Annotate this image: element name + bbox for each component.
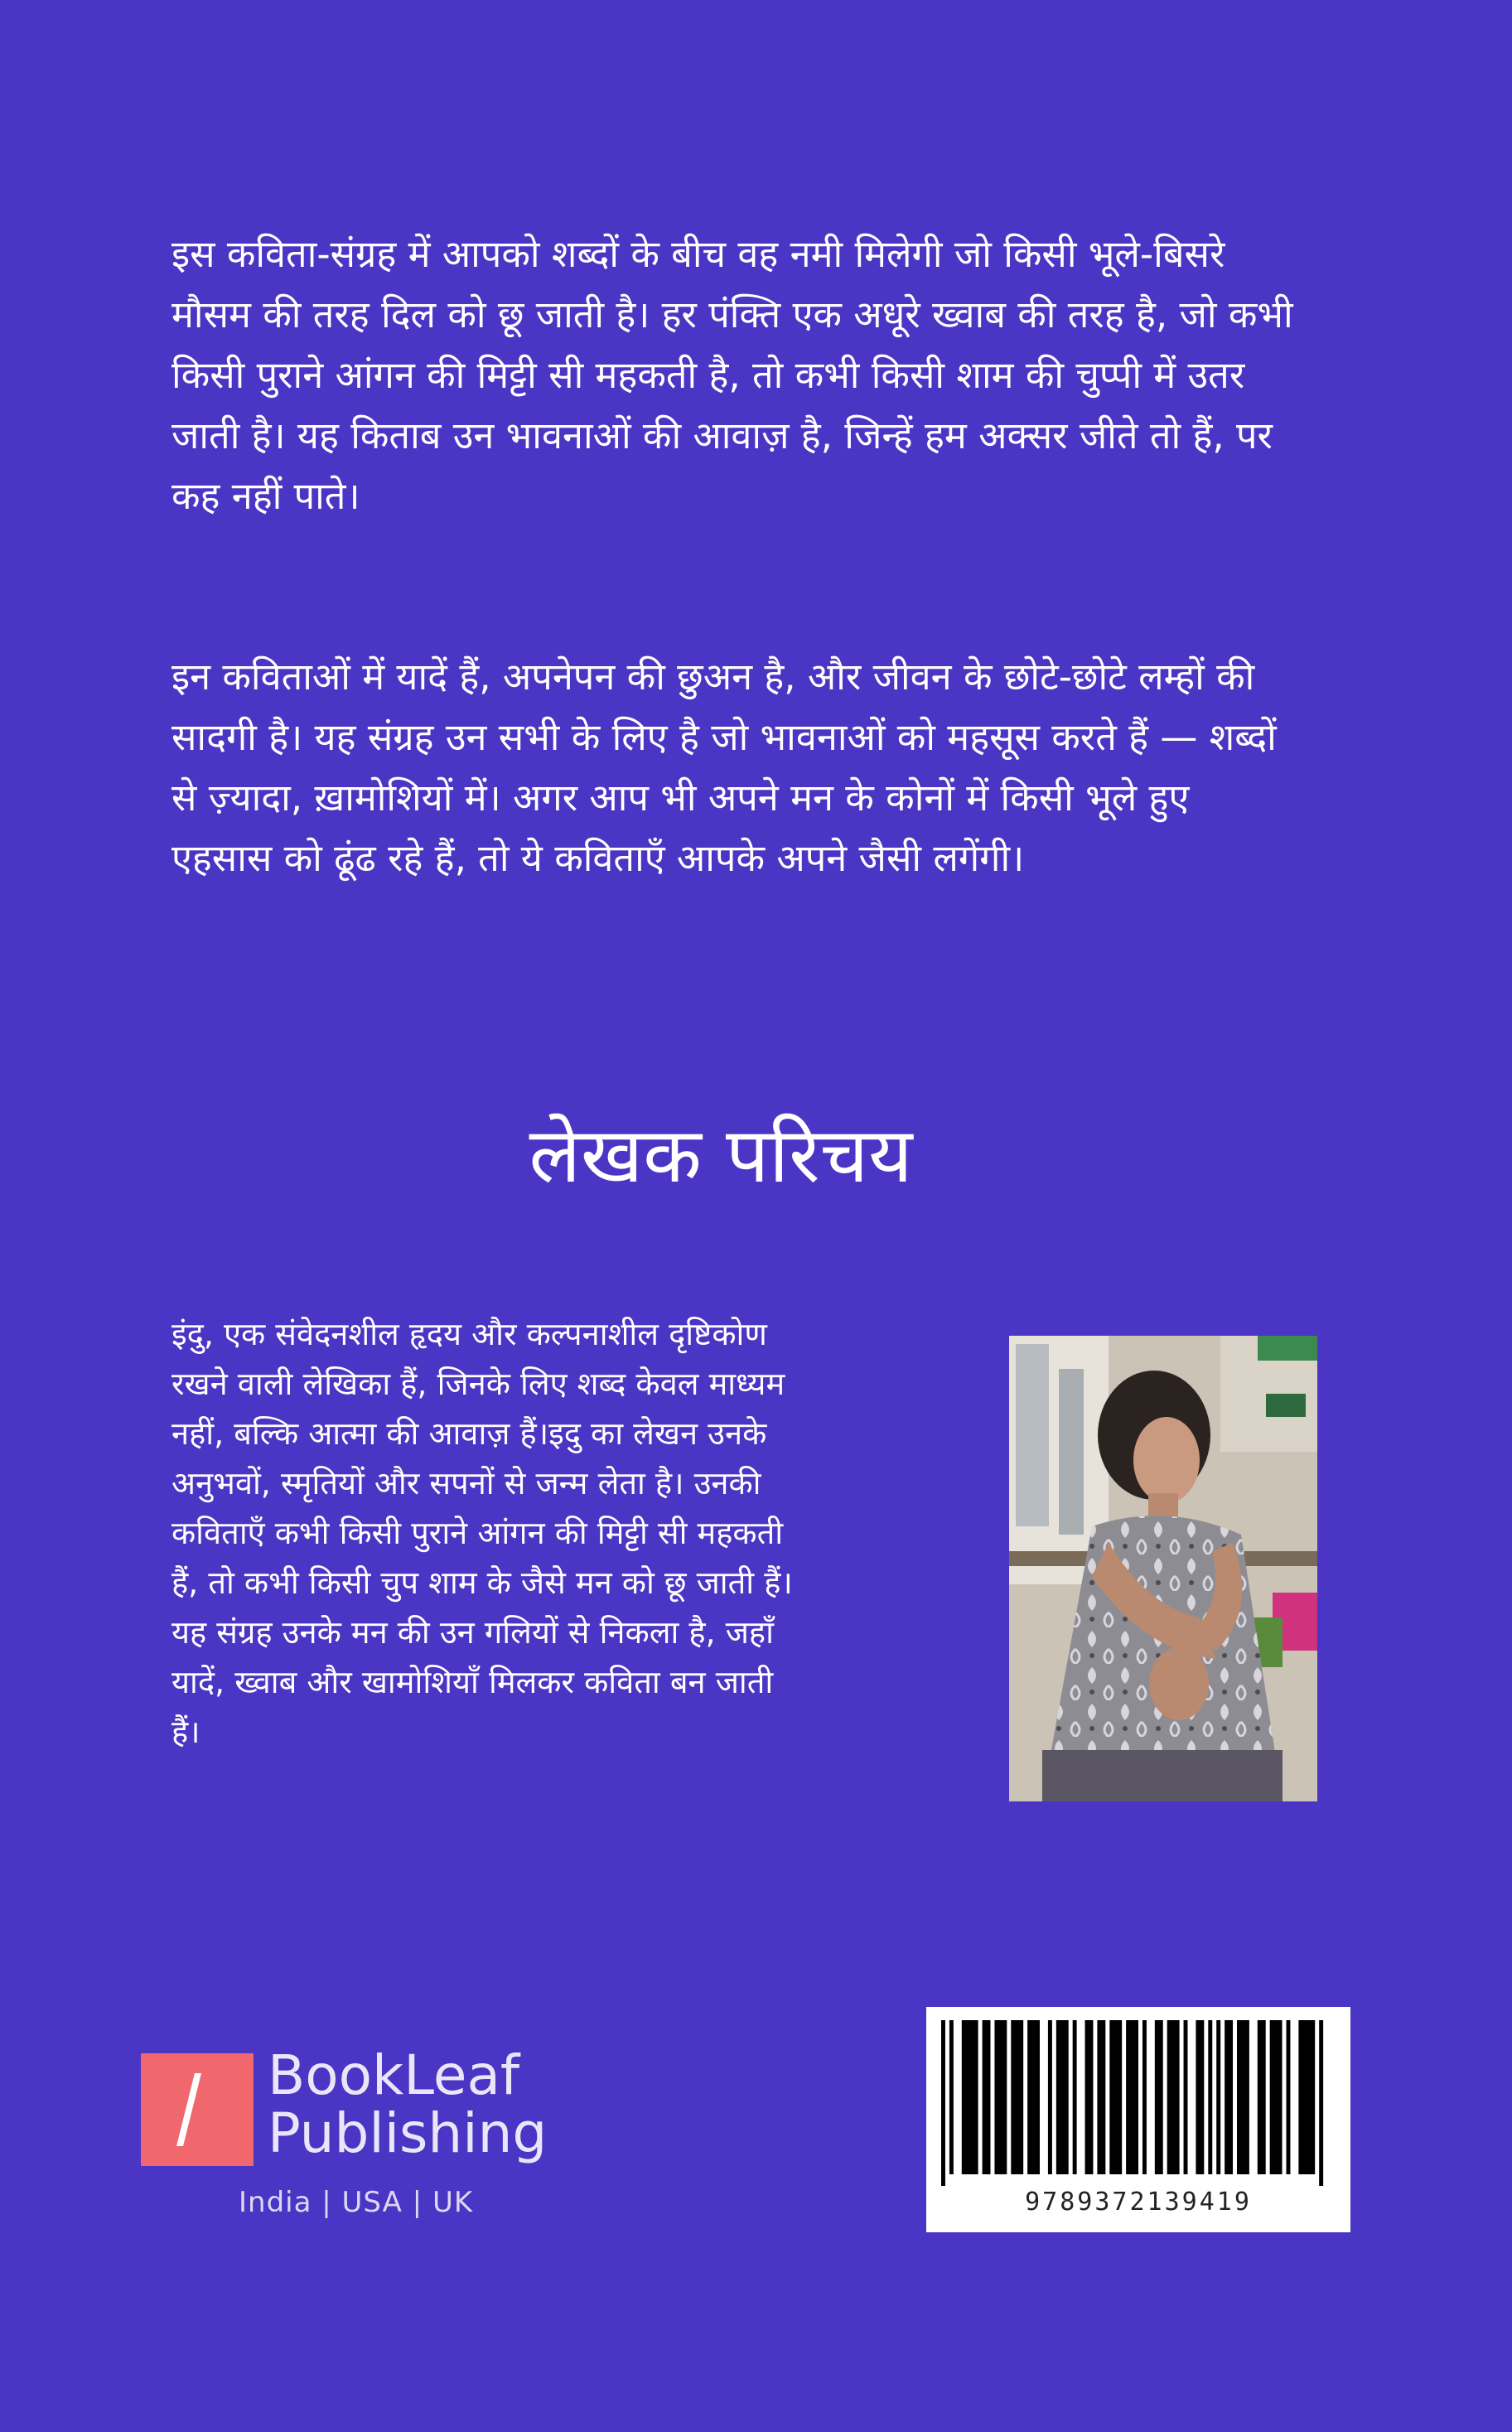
publisher-name-line1: BookLeaf <box>268 2043 520 2107</box>
barcode-bar <box>1085 2020 1094 2174</box>
isbn-number: 9789372139419 <box>1025 2188 1252 2217</box>
barcode-bar <box>1225 2020 1233 2174</box>
blurb-paragraph-1: इस कविता-संग्रह में आपको शब्दों के बीच वह नमी मिलेगी जो किसी भूले-बिसरे मौसम की तरह दिल को छू जाती है। हर पंक्ति एक अधूरे ख्वाब की तरह है, जो कभी किसी पुराने आंगन की मिट्टी सी महकती है, तो कभी किसी शाम की चुप्पी में उतर जाती है। यह किताब उन भावनाओं की आवाज़ है, जिन्हें हम अक्सर जीते तो हैं, पर कह नहीं पाते। <box>171 232 1293 518</box>
barcode-bar <box>1097 2020 1105 2174</box>
barcode-bar <box>1155 2020 1163 2174</box>
slash-icon <box>141 2053 254 2166</box>
author-bio <box>171 1309 801 1757</box>
barcode-bar <box>949 2020 954 2174</box>
blurb-paragraph-2: इन कविताओं में यादें हैं, अपनेपन की छुअन है, और जीवन के छोटे-छोटे लम्हों की सादगी है। यह संग्रह उन सभी के लिए है जो भावनाओं को महसूस करते हैं — शब्दों से ज़्यादा, ख़ामोशियों में। अगर आप भी अपने मन के कोनों में किसी भूले हुए एहसास को ढूंढ रहे हैं, तो ये कविताएँ आपके अपने जैसी लगेंगी। <box>171 655 1277 880</box>
barcode-bar <box>1126 2020 1138 2174</box>
author-photo <box>1009 1336 1317 1801</box>
barcode-bar <box>962 2020 978 2174</box>
author-intro-heading: लेखक परिचय <box>529 1111 913 1200</box>
barcode-bar <box>1319 2020 1323 2186</box>
barcode-bar <box>1258 2020 1266 2174</box>
barcode-bar <box>1298 2020 1315 2174</box>
publisher-name-line2: Publishing <box>268 2101 548 2165</box>
barcode-bar <box>1237 2020 1249 2174</box>
barcode-bar <box>1056 2020 1069 2174</box>
barcode-bar <box>1184 2020 1188 2174</box>
isbn-barcode <box>926 2007 1350 2232</box>
barcode-bar <box>941 2020 945 2186</box>
barcode-bar <box>1208 2020 1212 2174</box>
barcode-bar <box>1196 2020 1204 2174</box>
barcode-bar <box>983 2020 991 2174</box>
barcode-bar <box>1109 2020 1122 2174</box>
barcode-bar <box>1048 2020 1052 2174</box>
barcode-bar <box>1216 2020 1220 2174</box>
barcode-bar <box>994 2020 1007 2174</box>
barcode-bar <box>1270 2020 1283 2174</box>
barcode-bar <box>1142 2020 1147 2174</box>
author-bio-part: यह संग्रह उनके मन की उन गलियों से निकला है, जहाँ यादें, ख्वाब और खामोशियाँ मिलकर कविता बन जाती हैं। <box>171 1614 774 1750</box>
barcode-bar <box>1287 2020 1291 2174</box>
author-bio-part: इंदु, एक संवेदनशील हृदय और कल्पनाशील दृष्टिकोण रखने वाली लेखिका हैं, जिनके लिए शब्द केवल माध्यम नहीं, बल्कि आत्मा की आवाज़ हैं।इदु का लेखन उनके अनुभवों, स्मृतियों और सपनों से जन्म लेता है। उनकी कविताएँ कभी किसी पुराने आंगन की मिट्टी सी महकती हैं, तो कभी किसी चुप शाम के जैसे मन को छू जाती हैं। <box>171 1316 793 1601</box>
barcode-bar <box>1027 2020 1040 2174</box>
barcode-bar <box>1167 2020 1180 2174</box>
barcode-bars <box>941 2020 1336 2186</box>
publisher-countries: India | USA | UK <box>239 2186 474 2219</box>
barcode-bar <box>1073 2020 1077 2174</box>
barcode-bar <box>1011 2020 1023 2174</box>
